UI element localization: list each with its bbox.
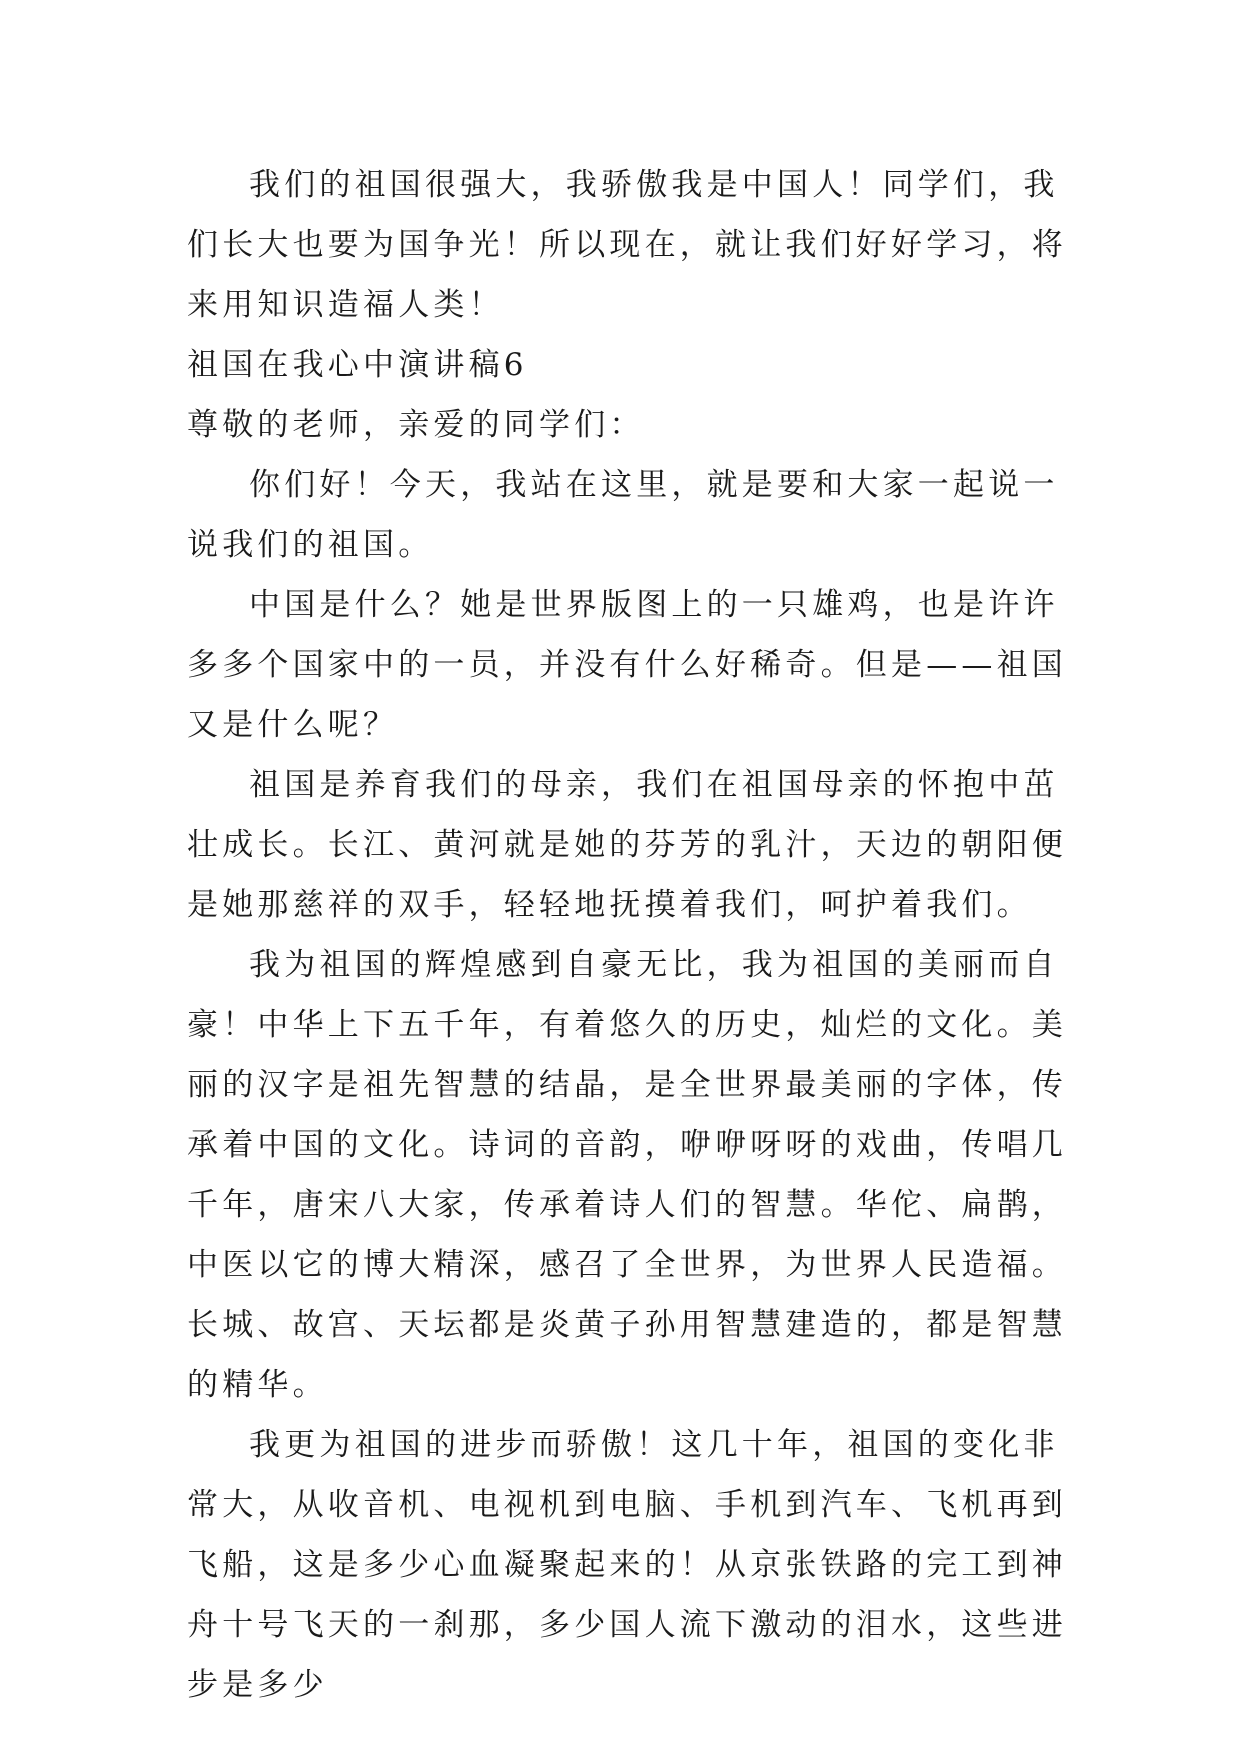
section-title: 祖国在我心中演讲稿6 xyxy=(187,347,528,383)
document-body xyxy=(187,155,1067,1715)
paragraph: 你们好！今天，我站在这里，就是要和大家一起说一说我们的祖国。 xyxy=(187,467,1059,563)
salutation: 尊敬的老师，亲爱的同学们： xyxy=(187,407,645,443)
paragraph: 我更为祖国的进步而骄傲！这几十年，祖国的变化非常大，从收音机、电视机到电脑、手机到汽车、飞机再到飞船，这是多少心血凝聚起来的！从京张铁路的完工到神舟十号飞天的一刹那，多少国人流下激动的泪水，这些进步是多少 xyxy=(187,1427,1067,1703)
paragraph: 祖国是养育我们的母亲，我们在祖国母亲的怀抱中茁壮成长。长江、黄河就是她的芬芳的乳汁，天边的朝阳便是她那慈祥的双手，轻轻地抚摸着我们，呵护着我们。 xyxy=(187,767,1067,923)
paragraph: 我们的祖国很强大，我骄傲我是中国人！同学们，我们长大也要为国争光！所以现在，就让我们好好学习，将来用知识造福人类！ xyxy=(187,167,1067,323)
paragraph: 中国是什么？她是世界版图上的一只雄鸡，也是许许多多个国家中的一员，并没有什么好稀奇。但是——祖国又是什么呢？ xyxy=(187,587,1067,743)
paragraph: 我为祖国的辉煌感到自豪无比，我为祖国的美丽而自豪！中华上下五千年，有着悠久的历史，灿烂的文化。美丽的汉字是祖先智慧的结晶，是全世界最美丽的字体，传承着中国的文化。诗词的音韵，咿咿呀呀的戏曲，传唱几千年，唐宋八大家，传承着诗人们的智慧。华佗、扁鹊，中医以它的博大精深，感召了全世界，为世界人民造福。长城、故宫、天坛都是炎黄子孙用智慧建造的，都是智慧的精华。 xyxy=(187,947,1067,1403)
